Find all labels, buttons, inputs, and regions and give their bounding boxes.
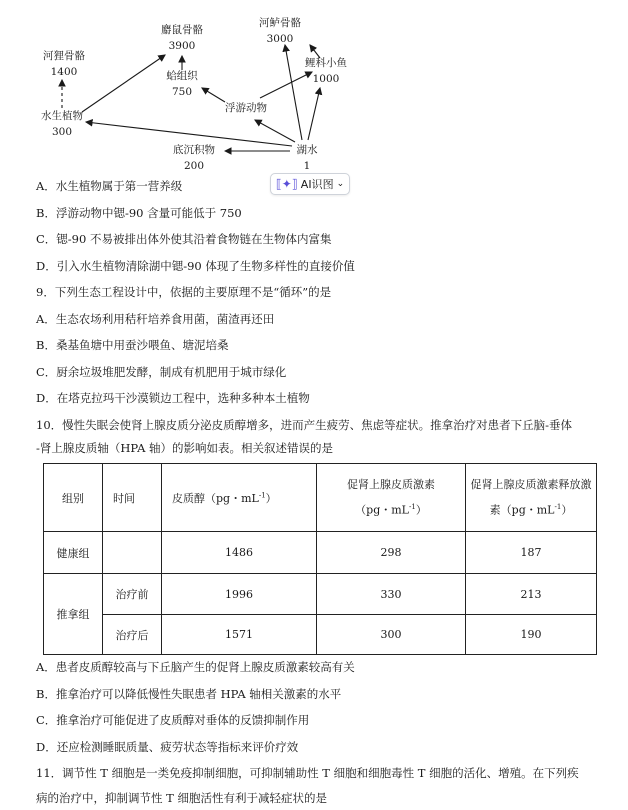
node-sediment: 底沉积物 200: [173, 144, 215, 172]
q9-stem: 9．下列生态工程设计中，依据的主要原理不是“循环”的是: [36, 285, 332, 299]
q9-option-a: A．生态农场利用秸秆培养食用菌，菌渣再还田: [36, 312, 275, 326]
node-river-raccoon: 河狸骨骼 1400: [43, 50, 85, 78]
q10-option-a: A．患者皮质醇较高与下丘脑产生的促肾上腺皮质激素较高有关: [36, 660, 355, 674]
node-perch: 河鲈骨骼 3000: [259, 17, 301, 45]
node-small-fish: 鲤科小鱼 1000: [305, 57, 347, 85]
table-row: [44, 532, 597, 574]
header-cortisol: 皮质醇（pg・$mL^{-1}$）: [162, 464, 317, 532]
q10-option-b: B．推拿治疗可以降低慢性失眠患者 HPA 轴相关激素的水平: [36, 687, 342, 701]
q8-option-a: A．水生植物属于第一营养级: [36, 179, 183, 193]
cell-before-acth: 330: [317, 574, 466, 615]
cell-healthy-acth: 298: [317, 532, 466, 574]
cell-before-crh: 213: [466, 574, 597, 615]
q11-stem-line2: 病的治疗中，抑制调节性 T 细胞活性有利于减轻症状的是: [36, 791, 327, 805]
food-web-diagram: [20, 0, 380, 175]
cell-healthy-cortisol: 1486: [162, 532, 317, 574]
q9-option-b: B．桑基鱼塘中用蚕沙喂鱼、塘泥培桑: [36, 338, 229, 352]
cell-healthy-crh: 187: [466, 532, 597, 574]
cell-after-crh: 190: [466, 615, 597, 655]
chevron-down-icon: ⌄: [336, 179, 345, 189]
q9-option-c: C．厨余垃圾堆肥发酵，制成有机肥用于城市绿化: [36, 365, 287, 379]
hpa-table: [43, 463, 597, 655]
header-time: 时间: [103, 464, 162, 532]
header-crh: 促肾上腺皮质激素释放激 素（pg・$mL^{-1}$）: [466, 464, 597, 532]
node-clam: 蛤组织 750: [166, 70, 198, 98]
header-acth: 促肾上腺皮质激素 （pg・$mL^{-1}$）: [317, 464, 466, 532]
cell-before-time: 治疗前: [103, 574, 162, 615]
cell-massage-group: 推拿组: [44, 574, 103, 655]
ai-button-label: AI识图: [300, 178, 334, 191]
table-header-row: [44, 464, 597, 532]
arrow-lake-plankton: [255, 120, 295, 142]
arrow-lake-fish: [308, 88, 320, 140]
ai-scan-icon: ⟦✦⟧: [275, 177, 298, 191]
q11-stem-line1: 11．调节性 T 细胞是一类免疫抑制细胞，可抑制辅助性 T 细胞和细胞毒性 T 细胞的活化、增殖。在下列疾: [36, 766, 579, 780]
q8-option-b: B．浮游动物中锶-90 含量可能低于 750: [36, 206, 242, 220]
node-plant: 水生植物 300: [41, 110, 83, 138]
q10-option-c: C．推拿治疗可能促进了皮质醇对垂体的反馈抑制作用: [36, 713, 310, 727]
cell-after-acth: 300: [317, 615, 466, 655]
ai-recognize-button[interactable]: [270, 173, 350, 195]
node-lake: 湖水 1: [296, 144, 318, 172]
q10-stem-line2: -肾上腺皮质轴（HPA 轴）的影响如表。相关叙述错误的是: [36, 441, 334, 455]
table-row: [44, 574, 597, 615]
header-group: 组别: [44, 464, 103, 532]
q8-option-c: C．锶-90 不易被排出体外使其沿着食物链在生物体内富集: [36, 232, 332, 246]
cell-after-time: 治疗后: [103, 615, 162, 655]
cell-after-cortisol: 1571: [162, 615, 317, 655]
q8-option-d: D．引入水生植物清除湖中锶-90 体现了生物多样性的直接价值: [36, 259, 355, 273]
q10-stem-line1: 10．慢性失眠会使肾上腺皮质分泌皮质醇增多，进而产生疲劳、焦虑等症状。推拿治疗对患者下丘脑-垂体: [36, 418, 573, 432]
table-row: [44, 615, 597, 655]
cell-before-cortisol: 1996: [162, 574, 317, 615]
q10-option-d: D．还应检测睡眠质量、疲劳状态等指标来评价疗效: [36, 740, 299, 754]
cell-healthy-group: 健康组: [44, 532, 103, 574]
q9-option-d: D．在塔克拉玛干沙漠锁边工程中，选种多种本土植物: [36, 391, 310, 405]
node-bird: 麝鼠骨骼 3900: [161, 24, 203, 52]
cell-healthy-time: [103, 532, 162, 574]
node-plankton: 浮游动物: [225, 102, 267, 114]
